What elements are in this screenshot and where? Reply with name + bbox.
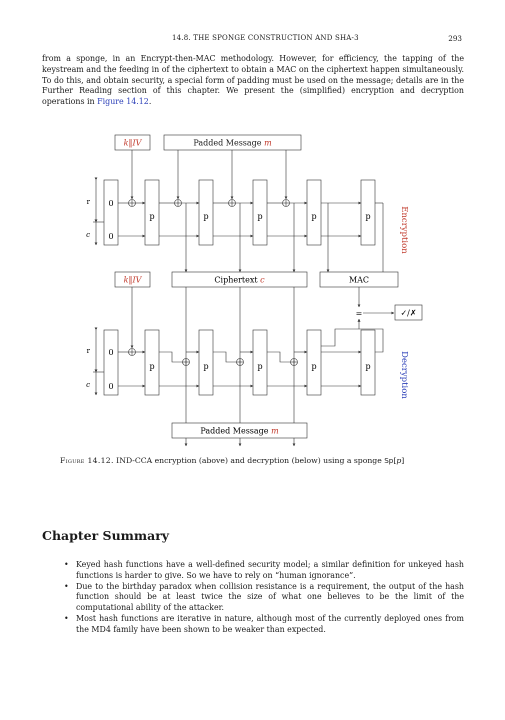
bullet-icon: • — [64, 581, 69, 591]
dec-key-iv-label: k‖IV — [123, 275, 142, 285]
decryption-side-label: Decryption — [399, 351, 409, 399]
caption-p: p — [396, 456, 402, 465]
enc-zero-cap: 0 — [108, 232, 114, 241]
dec-ciphertext-label: Ciphertext c — [214, 275, 265, 285]
figure-link[interactable]: Figure 14.12 — [97, 97, 149, 107]
bullet-icon: • — [64, 560, 69, 569]
list-item-text: Due to the birthday paradox when collision resistance is a requirement, the output of the hash function should be at least twice the size of what one believes to be the limit of the computational ability of the attacker. — [76, 581, 464, 613]
enc-p-label: p — [149, 212, 155, 221]
enc-p-label: p — [203, 212, 209, 221]
dec-padded-message-label: Padded Message m — [200, 426, 279, 436]
intro-text: from a sponge, in an Encrypt-then-MAC methodology. However, for efficiency, the tapping of the keystream and the feeding in of the ciphertext to obtain a MAC on the ciphertext happen simultaneously. To do this, and obtain security, a special form of padding must be used on the message; details are in the Further Reading section of this chapter. We present the (simplified) encryption and decryption operations in — [42, 54, 464, 107]
dec-zero-rate: 0 — [108, 348, 114, 357]
sponge-figure — [0, 130, 505, 450]
dec-c-label: c — [86, 381, 90, 389]
bullet-icon: • — [64, 613, 69, 623]
enc-r-label: r — [86, 198, 90, 206]
dec-mac-label: MAC — [348, 275, 370, 285]
enc-key-iv-label: k‖IV — [123, 138, 142, 148]
list-item-text: Keyed hash functions have a well-defined security model; a similar definition for unkeyed hash functions is harder to give. So we have to rely on “human ignorance”. — [76, 560, 464, 580]
page-number: 293 — [448, 34, 462, 43]
dec-p-label: p — [203, 362, 209, 371]
intro-text-end: . — [148, 97, 152, 107]
chapter-summary-title: Chapter Summary — [42, 528, 170, 543]
caption-text: IND-CCA encryption (above) and decryption (below) using a sponge — [113, 456, 385, 465]
dec-r-label: r — [86, 347, 90, 355]
enc-p-label: p — [257, 212, 263, 221]
dec-p-label: p — [257, 362, 263, 371]
dec-p-label: p — [149, 362, 155, 371]
page-header — [0, 34, 505, 46]
enc-zero-rate: 0 — [108, 199, 114, 208]
enc-p-label: p — [365, 212, 371, 221]
list-item — [62, 560, 464, 582]
list-item — [62, 582, 464, 614]
figure-caption — [60, 456, 460, 465]
caption-sp: Sp — [384, 456, 394, 465]
verdict-label: ✓/✗ — [400, 308, 417, 318]
intro-paragraph — [42, 54, 464, 108]
list-item-text: Most hash functions are iterative in nature, although most of the currently deployed ones from the MD4 family have been shown to be weaker than expected. — [76, 613, 464, 634]
caption-bracket-open: [ — [393, 456, 397, 465]
equals-sign: = — [355, 309, 363, 318]
dec-p-label: p — [365, 362, 371, 371]
enc-padded-message-label: Padded Message m — [193, 138, 272, 148]
list-item — [62, 614, 464, 636]
dec-p-label: p — [311, 362, 317, 371]
running-title: 14.8. THE SPONGE CONSTRUCTION AND SHA-3 — [172, 34, 359, 42]
caption-label: Figure 14.12. — [60, 456, 114, 465]
encryption-side-label: Encryption — [399, 206, 409, 254]
dec-zero-cap: 0 — [108, 382, 114, 391]
enc-p-label: p — [311, 212, 317, 221]
chapter-summary-list — [62, 560, 464, 636]
enc-c-label: c — [86, 231, 90, 239]
caption-bracket-close: ] — [401, 456, 405, 465]
